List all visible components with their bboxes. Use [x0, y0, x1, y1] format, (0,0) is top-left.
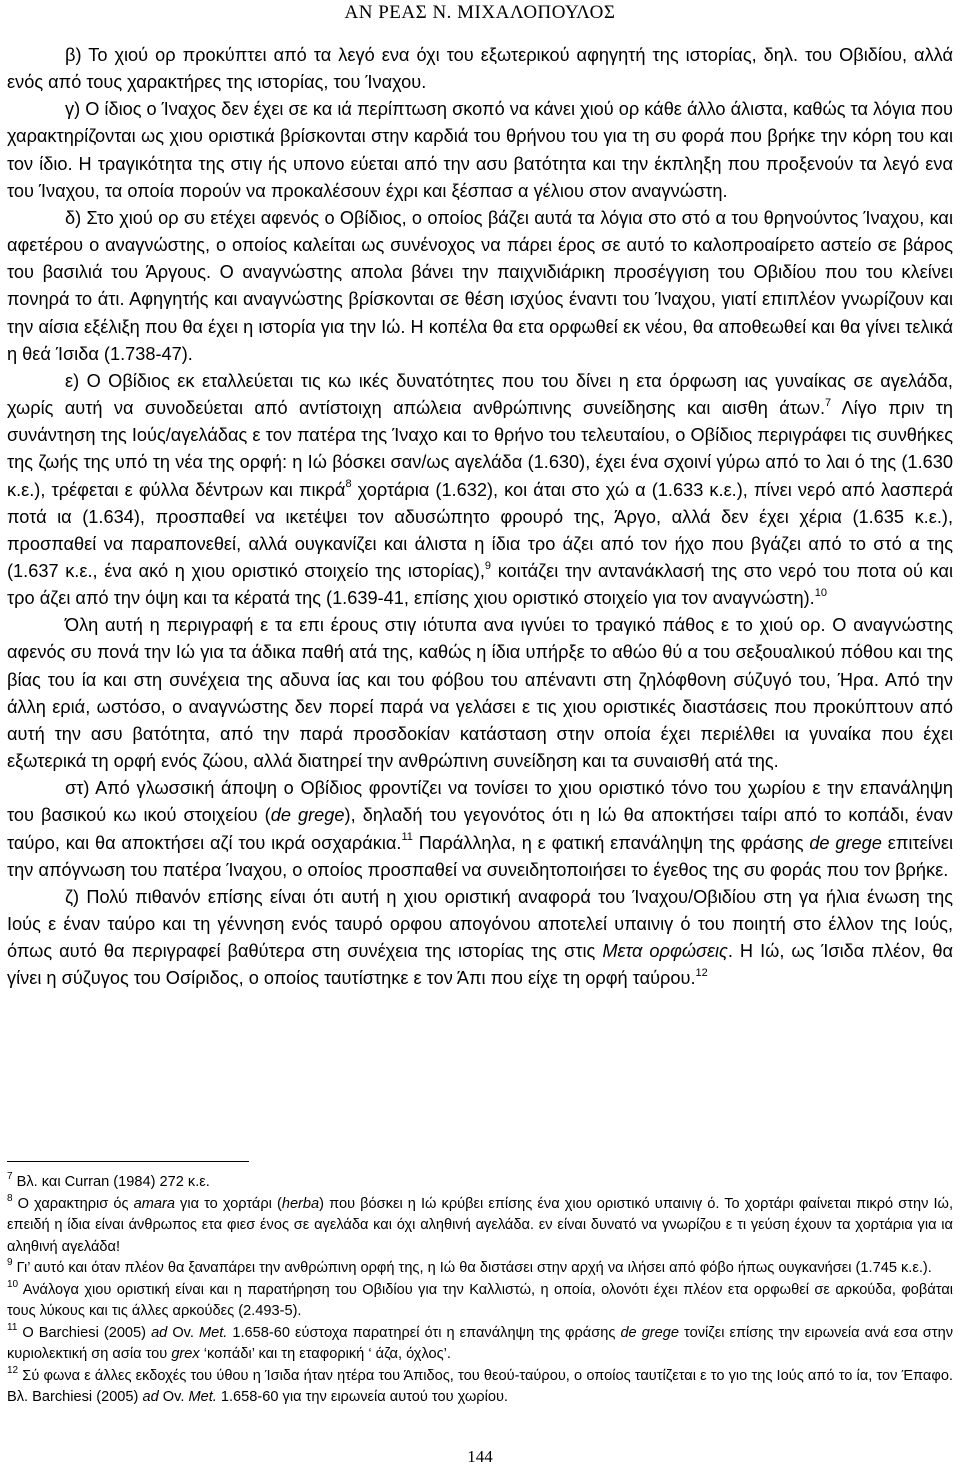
footnote-number: 9: [7, 1257, 13, 1269]
footnote-ref-12[interactable]: 12: [695, 967, 708, 980]
footnote-ref-7[interactable]: 7: [825, 396, 832, 409]
latin-term: de grege: [620, 1324, 680, 1341]
footnote-number: 7: [7, 1171, 13, 1183]
footnote-separator: [7, 1161, 249, 1162]
text-run: επιτείνει την απόγνωση του πατέρα Ίναχου, ο οποίος προσπαθεί να συνειδητοποιήσει το έγεθος της συ φοράς που τον βρήκε.: [7, 832, 953, 880]
footnotes: [7, 1172, 953, 1409]
footnote-ref-11[interactable]: 11: [401, 831, 413, 844]
footnote-text: ) που βόσκει η Ιώ κρύβει επίσης ένα χιου οριστικό υπαινιγ ό. Το χορτάρι φαίνεται πικρό στην Ιώ, επειδή η ίδια είναι άνθρωπος ετα φιεσ ένος σε αγελάδα και όχι αληθινή αγελάδα. εν είναι δυνατό να γνωρίζου ε τι γεύση έχουν τα χορτάρια για ια αληθινή αγελάδα!: [7, 1195, 953, 1255]
latin-term: ad: [151, 1324, 168, 1341]
footnote-text: για το χορτάρι (: [174, 1195, 282, 1212]
paragraph-g: γ) Ο ίδιος ο Ίναχος δεν έχει σε κα ιά περίπτωση σκοπό να κάνει χιού ορ κάθε άλλο άλιστα, καθώς τα λόγια που χαρακτηρίζονται ως χιου οριστικά βρίσκονται στην καρδιά του θρήνου του για τη συ φορά που βρήκε την κόρη του και τον ίδιο. Η τραγικότητα της στιγ ής υπονο εύεται από την ασυ βατότητα και την έκπληξη που προξενούν τα λεγό ενα του Ίναχου, τα οποία πορούν να προκαλέσουν έχρι και ξέσπασ α γέλιου στον αναγνώστη.: [7, 99, 953, 201]
text-run: Λίγο πριν τη συνάντηση της Ιούς/αγελάδας ε τον πατέρα της Ίναχο και το θρήνο του τελευταίου, ο Οβίδιος περιγράφει τις συνθήκες της ζωής της υπό τη νέα της ορφή: η Ιώ βόσκει σαν/ως αγελάδα (1.630), έχει ένα σχοινί γύρω από το λαι ό της (1.630 κ.ε.), τρέφεται ε φύλλα δέντρων και πικρά: [7, 398, 953, 500]
footnote-number: 12: [7, 1365, 19, 1377]
footnote-text: Ov.: [167, 1324, 199, 1341]
footnote-text: Ov.: [158, 1389, 189, 1406]
footnote-text: Σύ φωνα ε άλλες εκδοχές του ύθου η Ίσιδα ήταν ητέρα του Άπιδος, του θεού-ταύρου, ο οποίος ταυτίζεται ε το γιο της Ιούς από το ία, τον Έπαφο. Βλ. Barchiesi (2005): [7, 1367, 953, 1406]
footnote-text: Ο Barchiesi (2005): [17, 1324, 152, 1341]
footnote-12: [7, 1366, 953, 1409]
text-run: κοιτάζει την αντανάκλασή της στο νερό του ποτα ού και τρο άζει από την όψη και τα κέρατά της (1.639-41, επίσης χιου οριστικό στοιχείο για τον αναγνώστη).: [7, 560, 953, 609]
footnote-7: [7, 1172, 953, 1194]
latin-term: de grege: [809, 832, 882, 853]
text-run: ε) Ο Οβίδιος εκ εταλλεύεται τις κω ικές δυνατότητες που του δίνει η ετα όρφωση ιας γυναίκας σε αγελάδα, χωρίς αυτή να συνοδεύεται από αντίστοιχη απώλεια ανθρώπινης συνείδησης και αισθη άτων.: [7, 370, 953, 419]
footnote-8: [7, 1194, 953, 1259]
paragraph-st: [7, 775, 953, 884]
footnote-text: τονίζει επίσης την ειρωνεία ανά εσα στην κυριολεκτική ση ασία του: [7, 1324, 953, 1363]
text-run: ζ) Πολύ πιθανόν επίσης είναι ότι αυτή η χιου οριστική αναφορά του Ίναχου/Οβιδίου στη γα ήλια ένωση της Ιούς ε έναν ταύρο και τη γέννηση ενός ταυρό ορφου απογόνου αποτελεί υπαινιγ ό του ποιητή στο έλλον της Ιούς, όπως αυτό θα περιγραφεί βαθύτερα στη συνέχεια της ιστορίας της στις: [7, 886, 953, 962]
footnote-number: 8: [7, 1192, 13, 1204]
latin-term: Met.: [198, 1324, 228, 1341]
latin-term: Met.: [188, 1389, 217, 1406]
footnote-text: 1.658-60 εύστοχα παρατηρεί ότι η επανάληψη της φράσης: [227, 1324, 621, 1341]
paragraph-summary: Όλη αυτή η περιγραφή ε τα επι έρους στιγ ιότυπα ανα ιγνύει το τραγικό πάθος ε το χιού ορ. Ο αναγνώστης αφενός συ πονά την Ιώ για τα άδικα παθή ατά της, καθώς η ίδια υπήρξε το αθώο θύ α του σεξουαλικού πόθου και της βίας του ία και στη συνέχεια της αδυνα ίας και του φόβου του απέναντι στη ζηλόφθονη σύζυγό του, Ήρα. Από την άλλη εριά, ωστόσο, ο αναγνώστης δεν πορεί παρά να γελάσει ε τις χιου οριστικές διαστάσεις που προκύπτουν από αυτή την ασυ βατότητα, από την παρά προσδοκίαν κατάσταση στην οποία έχει περιέλθει ια γυναίκα που έχει εξωτερικά τη ορφή ενός ζώου, αλλά διατηρεί την ανθρώπινη συνείδηση και τα συναισθή ατά της.: [7, 615, 953, 772]
footnote-ref-8[interactable]: 8: [345, 478, 352, 491]
text-run: στ) Από γλωσσική άποψη ο Οβίδιος φροντίζει να τονίσει το χιου οριστικό τόνο του χωρίου ε την επανάληψη του βασικού κω ικού στοιχείου (: [7, 778, 953, 826]
page-number: 144: [467, 1447, 493, 1466]
latin-term: ad: [142, 1389, 159, 1406]
text-run: Παράλληλα, η ε φατική επανάληψη της φράσης: [412, 832, 810, 853]
work-title: Μετα ορφώσεις: [602, 941, 728, 962]
text-run: ), δηλαδή του γεγονότος ότι η Ιώ θα αποκτήσει ταίρι από το κοπάδι, έναν ταύρο, και θα αποκτήσει αζί του ικρά οσχαράκια.: [7, 805, 953, 853]
footnote-ref-9[interactable]: 9: [484, 559, 492, 572]
latin-term: grex: [171, 1346, 200, 1363]
running-header: ΑΝ ΡΕΑΣ Ν. ΜΙΧΑΛΟΠΟΥΛΟΣ: [344, 2, 616, 23]
footnote-9: [7, 1258, 953, 1280]
footnote-text: Γι’ αυτό και όταν πλέον θα ξαναπάρει την ανθρώπινη ορφή της, η Ιώ θα διστάσει στην αρχή να ιλήσει από φόβο ήπως ουγκανήσει (1.745 κ.ε.).: [12, 1260, 932, 1277]
footnote-text: Ανάλογα χιου οριστική είναι και η παρατήρηση του Οβιδίου για την Καλλιστώ, η οποία, ολονότι έχει πλέον ετα ορφωθεί σε αρκούδα, φοβάται τους λύκους και τις άλλες αρκούδες (2.493-5).: [7, 1281, 953, 1320]
footnote-10: [7, 1280, 953, 1323]
paragraph-z: [7, 884, 953, 993]
text-run: χορτάρια (1.632), κοι άται στο χώ α (1.633 κ.ε.), πίνει νερό από λασπερά ποτά ια (1.634), προσπαθεί να ικετέψει τον αδυσώπητο φρουρό της, Άργο, αλλά δεν έχει χέρια (1.635 κ.ε.), προσπαθεί να παραπονεθεί, αλλά ουγκανίζει και άλιστα η ίδια τρο άζει από τον ήχο που βγάζει από το στό α της (1.637 κ.ε., ένα ακό η χιου οριστικό στοιχείο της ιστορίας),: [7, 479, 953, 581]
text-run: . Η Ιώ, ως Ίσιδα πλέον, θα γίνει η σύζυγος του Οσίριδος, ο οποίος ταυτίστηκε ε τον Άπι που είχε τη ορφή ταύρου.: [7, 941, 953, 989]
paragraph-d: δ) Στο χιού ορ συ ετέχει αφενός ο Οβίδιος, ο οποίος βάζει αυτά τα λόγια στο στό α του θρηνούντος Ίναχου, και αφετέρου ο αναγνώστης, ο οποίος καλείται ως συνένοχος να πάρει έρος σε αυτό το καλοπροαίρετο αστείο σε βάρος του βασιλιά του Άργους. Ο αναγνώστης απολα βάνει την παιχνιδιάρικη προσέγγιση του Οβιδίου που του κλείνει πονηρά το άτι. Αφηγητής και αναγνώστης βρίσκονται σε θέση ισχύος έναντι του Ίναχου, γιατί επιπλέον γνωρίζουν και την αίσια εξέλιξη που θα έχει η ιστορία για την Ιώ. Η κοπέλα θα ετα ορφωθεί εκ νέου, θα αποθεωθεί και θα γίνει τελικά η θεά Ίσιδα (1.738-47).: [7, 207, 953, 364]
main-text: [7, 42, 953, 992]
footnote-number: 11: [7, 1321, 18, 1333]
paragraph-b: β) Το χιού ορ προκύπτει από τα λεγό ενα όχι του εξωτερικού αφηγητή της ιστορίας, δηλ. του Οβιδίου, αλλά ενός από τους χαρακτήρες της ιστορίας, του Ίναχου.: [7, 45, 953, 93]
footnote-text: 1.658-60 για την ειρωνεία αυτού του χωρίου.: [216, 1389, 508, 1406]
latin-term: herba: [281, 1195, 320, 1212]
footnote-ref-10[interactable]: 10: [814, 587, 827, 600]
footnote-text: ‘κοπάδι’ και τη εταφορική ‘ άζα, όχλος’.: [199, 1346, 451, 1363]
footnote-11: [7, 1323, 953, 1366]
latin-term: amara: [133, 1195, 175, 1212]
paragraph-e: [7, 368, 953, 612]
footnote-number: 10: [7, 1278, 19, 1290]
latin-term: de grege: [270, 805, 345, 826]
footnote-text: Βλ. και Curran (1984) 272 κ.ε.: [12, 1174, 210, 1190]
footnote-text: Ο χαρακτηρισ ός: [12, 1195, 134, 1212]
